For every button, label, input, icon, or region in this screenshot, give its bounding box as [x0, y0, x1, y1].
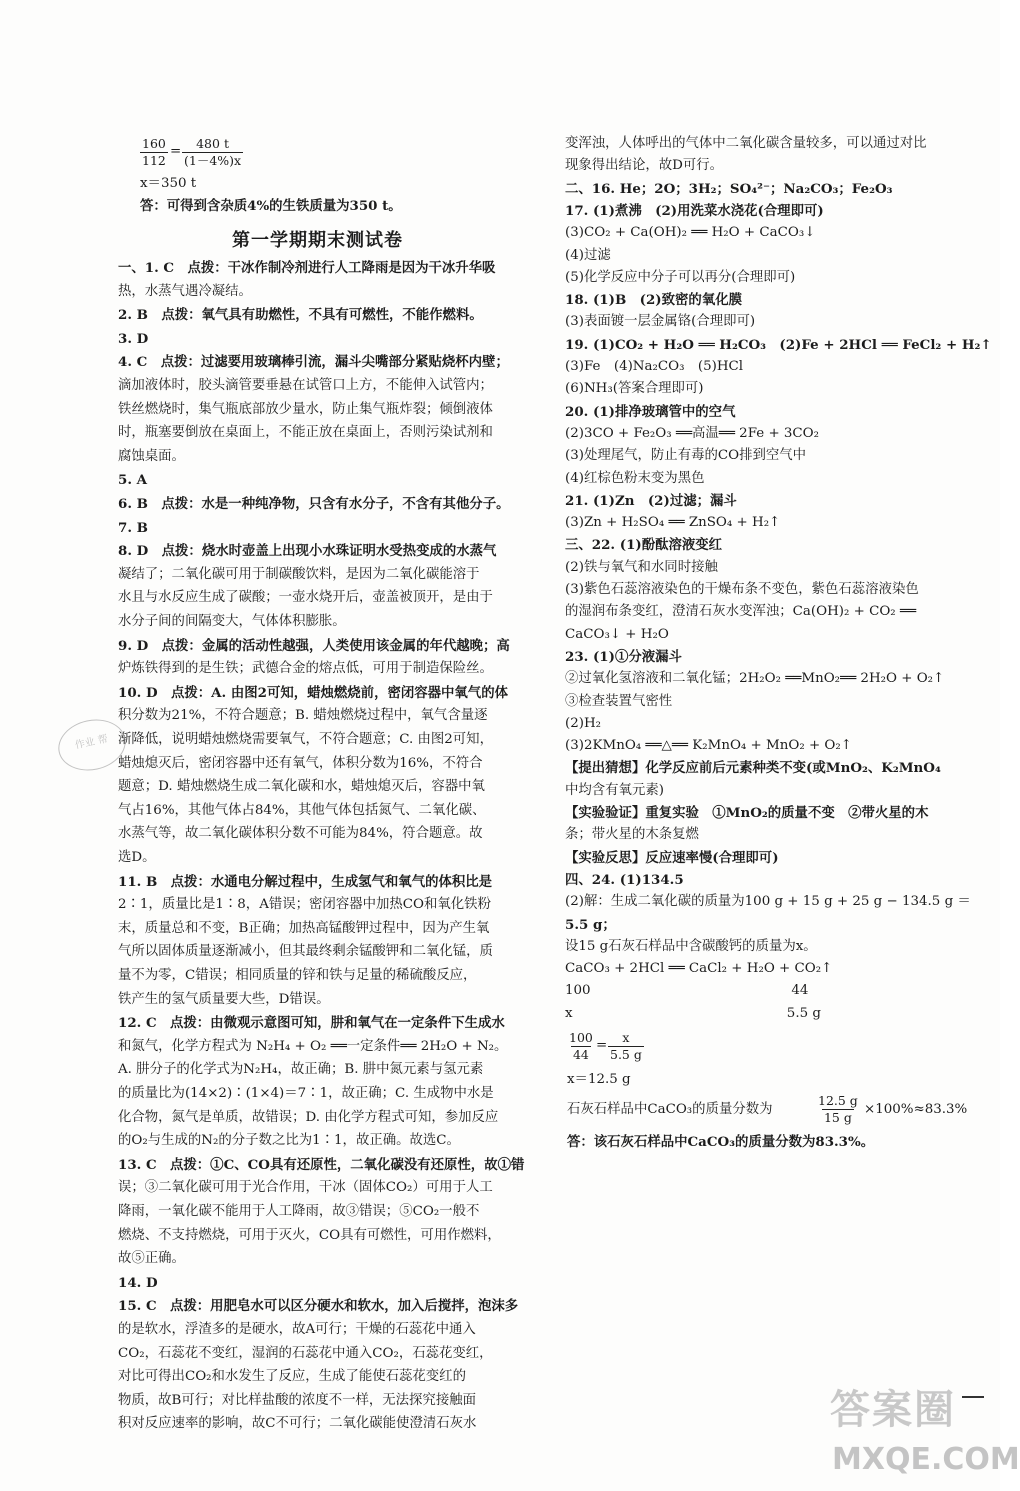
text-line: 4. C 点拨：过滤要用玻璃棒引流，漏斗尖嘴部分紧贴烧杯内壁；: [118, 354, 509, 371]
text-line: (3)紫色石蕊溶液染色的干燥布条不变色，紫色石蕊溶液染色: [565, 582, 919, 597]
text-line: 15. C 点拨：用肥皂水可以区分硬水和软水，加入后搅拌，泡沫多: [118, 1298, 519, 1315]
text-line: 题意；D. 蜡烛燃烧生成二氧化碳和水，蜡烛熄灭后，容器中氧: [118, 779, 485, 795]
x-result-12.5g: x＝12.5 g: [567, 1072, 631, 1087]
text-line: (3)2KMnO₄ ══△══ K₂MnO₄ + MnO₂ + O₂↑: [565, 738, 852, 754]
text-line: 凝结了；二氧化碳可用于制碳酸饮料，是因为二氧化碳能溶于: [118, 566, 480, 582]
text-line: 故⑤正确。: [118, 1251, 185, 1267]
text-line: 13. C 点拨：①C、CO具有还原性，二氧化碳没有还原性，故①错: [118, 1156, 525, 1173]
text-line: 5. A: [118, 472, 148, 489]
text-line: 三、22. (1)酚酞溶液变红: [565, 537, 723, 554]
text-line: 渐降低，说明蜡烛燃烧需要氧气，不符合题意；C. 由图2可知，: [118, 732, 493, 747]
percent-suffix: ×100%≈83.3%: [864, 1102, 968, 1117]
text-line: 积分数为21%，不符合题意；B. 蜡烛燃烧过程中，氧气含量逐: [118, 708, 488, 724]
text-line: 铁丝燃烧时，集气瓶底部放少量水，防止集气瓶炸裂；倾倒液体: [118, 401, 493, 417]
fraction-12.5-15: $\frac{12.5 g}{15 g}$: [818, 1093, 858, 1125]
text-line: 19. (1)CO₂ + H₂O ══ H₂CO₃ (2)Fe + 2HCl ══ FeCl₂ + H₂↑: [565, 336, 992, 353]
text-line: CaCO₃ + 2HCl ══ CaCl₂ + H₂O + CO₂↑: [565, 961, 833, 977]
text-line: 四、24. (1)134.5: [565, 871, 684, 888]
text-line: 23. (1)①分液漏斗: [565, 648, 682, 665]
text-line: 蜡烛熄灭后，密闭容器中还有氧气，体积分数为16%，不符合: [118, 755, 483, 771]
text-line: (3)CO₂ + Ca(OH)₂ ══ H₂O + CaCO₃↓: [565, 225, 816, 241]
text-line: 2. B 点拨：氧气具有助燃性，不具有可燃性，不能作燃料。: [118, 307, 483, 324]
text-line: 18. (1)B (2)致密的氧化膜: [565, 292, 742, 309]
text-line: 误；③二氧化碳可用于光合作用，干冰（固体CO₂）可用于人工: [118, 1180, 493, 1196]
text-line: (2)H₂: [565, 715, 602, 731]
text-line: CaCO₃↓ + H₂O: [565, 626, 669, 642]
text-line: 化合物，氮气是单质，故错误；D. 由化学方程式可知，参加反应: [118, 1109, 499, 1125]
text-line: 11. B 点拨：水通电分解过程中，生成氢气和氧气的体积比是: [118, 873, 493, 890]
text-line: (4)红棕色粉末变为黑色: [565, 470, 705, 486]
text-line: 7. B: [118, 519, 148, 536]
text-line: 气占16%，其他气体占84%，其他气体包括氮气、二氧化碳、: [118, 802, 486, 818]
percent-prefix: 石灰石样品中CaCO₃的质量分数为: [567, 1102, 773, 1117]
text-line: (2)解：生成二氧化碳的质量为100 g + 15 g + 25 g − 134.5 g ＝: [565, 894, 971, 910]
text-line: 物质，故B可行；对比样盐酸的浓度不一样，无法探究接触面: [118, 1392, 476, 1408]
text-line: 17. (1)煮沸 (2)用洗菜水浇花(合理即可): [565, 202, 824, 219]
text-line: 滴加液体时，胶头滴管要垂悬在试管口上方，不能伸入试管内；: [118, 378, 493, 393]
watermark-url: MXQE.COM: [832, 1442, 1020, 1477]
text-line: 2∶1，质量比是1∶8，A错误；密闭容器中加热CO和氧化铁粉: [118, 897, 491, 913]
text-line: 的质量比为(14×2)∶(1×4)＝7∶1，故正确；C. 生成物中水是: [118, 1086, 494, 1101]
text-line: 量不为零，C错误；相同质量的锌和铁与足量的稀硫酸反应，: [118, 968, 477, 983]
watermark-text: 答案圈: [830, 1387, 956, 1433]
text-line: 100 44: [565, 983, 809, 999]
text-line: CO₂，石蕊花不变红，湿润的石蕊花中通入CO₂，石蕊花变红，: [118, 1345, 493, 1361]
text-line: (2)铁与氧气和水同时接触: [565, 559, 718, 575]
text-line: 【实验反思】反应速率慢(合理即可): [565, 849, 779, 866]
text-line: 20. (1)排净玻璃管中的空气: [565, 403, 736, 420]
text-line: 水且与水反应生成了碳酸；一壶水烧开后，壶盖被顶开，是由于: [118, 590, 493, 606]
text-line: (3)Fe (4)Na₂CO₃ (5)HCl: [565, 359, 744, 374]
text-line: 降雨，一氧化碳不能用于人工降雨，故③错误；⑤CO₂一般不: [118, 1204, 480, 1219]
text-line: 21. (1)Zn (2)过滤；漏斗: [565, 492, 737, 509]
text-line: (3)处理尾气，防止有毒的CO排到空气中: [565, 448, 807, 464]
text-line: 中均含有氧元素): [565, 782, 664, 798]
text-line: 铁产生的氢气质量要大些，D错误。: [118, 991, 330, 1007]
text-line: 3. D: [118, 330, 149, 347]
text-line: 腐蚀桌面。: [118, 448, 185, 464]
text-line: 的O₂与生成的N₂的分子数之比为1∶1，故正确。故选C。: [118, 1133, 460, 1149]
text-line: 的是软水，浮渣多的是硬水，故A可行；干燥的石蕊花中通入: [118, 1322, 476, 1337]
stamp-seal: 作业 帮: [54, 713, 131, 776]
x-result-line: x＝350 t: [140, 176, 197, 191]
text-line: 9. D 点拨：金属的活动性越强，人类使用该金属的年代越晚；高: [118, 637, 510, 654]
text-line: 12. C 点拨：由微观示意图可知，肼和氧气在一定条件下生成水: [118, 1015, 505, 1032]
text-line: A. 肼分子的化学式为N₂H₄，故正确；B. 肼中氮元素与氢元素: [118, 1062, 484, 1078]
text-line: (5)化学反应中分子可以再分(合理即可): [565, 269, 796, 285]
text-line: 10. D 点拨：A. 由图2可知，蜡烛燃烧前，密闭容器中氧气的体: [118, 684, 508, 701]
text-line: 的湿润布条变红，澄清石灰水变浑浊；Ca(OH)₂ + CO₂ ══: [565, 604, 917, 620]
text-line: 末，质量总和不变，B正确；加热高锰酸钾过程中，因为产生氧: [118, 920, 490, 936]
text-line: 设15 g石灰石样品中含碳酸钙的质量为x。: [565, 938, 817, 954]
fraction-x-5.5g: $\frac{x}{5.5 g}$: [610, 1030, 642, 1062]
text-line: 14. D: [118, 1274, 158, 1291]
text-line: 6. B 点拨：水是一种纯净物，只含有水分子，不含有其他分子。: [118, 496, 510, 512]
text-line: 5.5 g；: [565, 916, 616, 933]
text-line: 和氮气，化学方程式为 N₂H₄ + O₂ ══一定条件══ 2H₂O + N₂。: [118, 1038, 508, 1054]
text-line: 变浑浊，人体呼出的气体中二氧化碳含量较多，可以通过对比: [565, 136, 927, 151]
equals-sign: =: [170, 144, 182, 159]
text-line: x 5.5 g: [565, 1005, 821, 1021]
text-line: 8. D 点拨：烧水时壶盖上出现小水珠证明水受热变成的水蒸气: [118, 543, 497, 560]
text-line: 积对反应速率的影响，故C不可行；二氧化碳能使澄清石灰水: [118, 1416, 477, 1432]
text-line: 时，瓶塞要倒放在桌面上，不能正放在桌面上，否则污染试剂和: [118, 425, 493, 441]
text-line: 选D。: [118, 850, 156, 865]
text-line: 二、16. He；2O；3H₂；SO₄²⁻；Na₂CO₃；Fe₂O₃: [565, 180, 893, 197]
page-title: 第一学期期末测试卷: [232, 230, 403, 251]
text-line: (3)Zn + H₂SO₄ ══ ZnSO₄ + H₂↑: [565, 515, 781, 531]
text-line: 水蒸气等，故二氧化碳体积分数不可能为84%，符合题意。故: [118, 826, 483, 842]
fraction-480t: $\frac{480 t}{(1-4\%)x}$: [184, 136, 242, 168]
text-line: 现象得出结论，故D可行。: [565, 158, 724, 174]
text-line: 炉炼铁得到的是生铁；武德合金的熔点低，可用于制造保险丝。: [118, 661, 493, 677]
text-line: 一、1. C 点拨：干冰作制冷剂进行人工降雨是因为干冰升华吸: [118, 260, 496, 276]
text-line: ②过氧化氢溶液和二氧化锰；2H₂O₂ ══MnO₂══ 2H₂O + O₂↑: [565, 671, 945, 687]
text-line: (4)过滤: [565, 247, 611, 263]
text-line: 对比可得出CO₂和水发生了反应，生成了能使石蕊花变红的: [118, 1369, 466, 1385]
text-line: 燃烧、不支持燃烧，可用于灭火，CO具有可燃性，可用作燃料，: [118, 1227, 501, 1243]
text-line: (6)NH₃(答案合理即可): [565, 381, 704, 397]
text-line: (2)3CO + Fe₂O₃ ══高温══ 2Fe + 3CO₂: [565, 425, 820, 441]
text-line: ③检查装置气密性: [565, 693, 673, 709]
text-line: 【实验验证】重复实验 ①MnO₂的质量不变 ②带火星的木: [565, 805, 929, 821]
watermark-logo: [828, 1378, 1020, 1491]
fraction-160-112: $\frac{160}{112}$: [142, 136, 166, 168]
text-line: 热，水蒸气遇冷凝结。: [118, 283, 252, 299]
equals-sign-2: =: [596, 1038, 608, 1053]
answer-line-350t: 答：可得到含杂质4%的生铁质量为350 t。: [140, 198, 402, 214]
text-line: 水分子间的间隔变大，气体体积膨胀。: [118, 614, 346, 629]
answer-line-83.3: 答：该石灰石样品中CaCO₃的质量分数为83.3%。: [567, 1134, 875, 1150]
text-line: 【提出猜想】化学反应前后元素种类不变(或MnO₂、K₂MnO₄: [565, 760, 941, 777]
text-line: 条；带火星的木条复燃: [565, 827, 699, 843]
text-line: (3)表面镀一层金属铬(合理即可): [565, 314, 756, 330]
text-line: 气所以固体质量逐渐减小，但其最终剩余锰酸钾和二氧化锰，质: [118, 944, 493, 960]
fraction-100-44: $\frac{100}{44}$: [569, 1030, 593, 1062]
